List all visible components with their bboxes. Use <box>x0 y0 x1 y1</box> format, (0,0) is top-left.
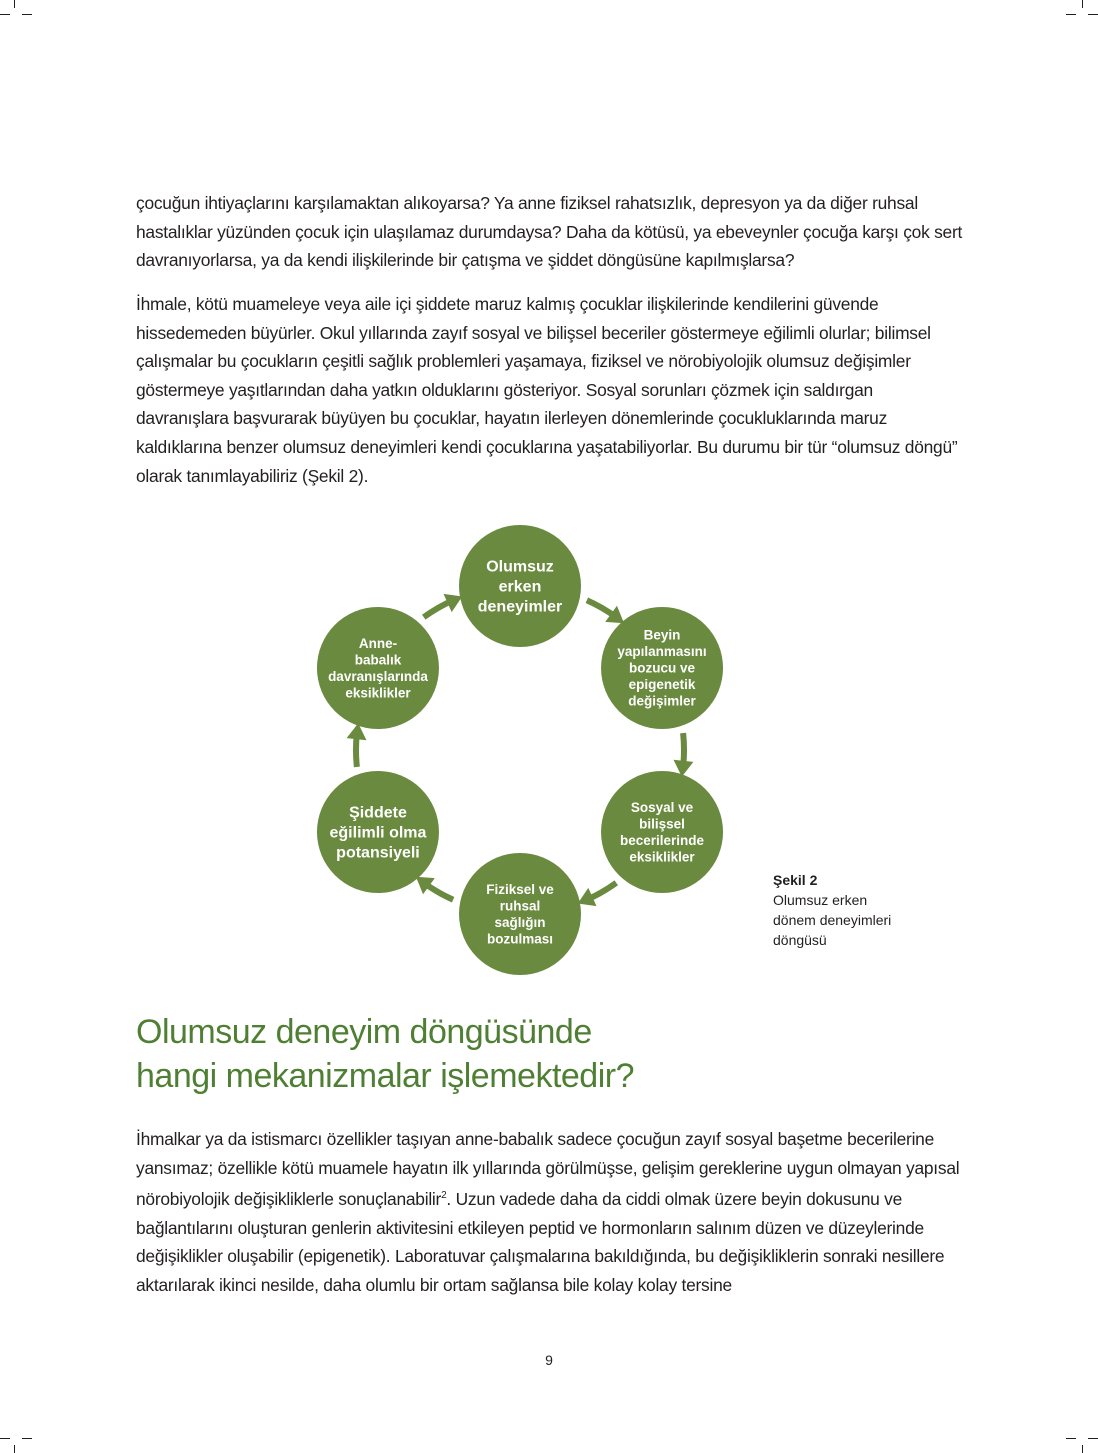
cycle-node-label-line: bilişsel <box>639 816 685 832</box>
cycle-node-label <box>486 882 554 947</box>
cycle-node-label-line: erken <box>498 578 542 596</box>
crop-mark <box>0 14 10 15</box>
crop-mark <box>1082 1445 1083 1453</box>
cycle-node-label-line: Beyin <box>643 627 681 643</box>
body-paragraph: İhmale, kötü muameleye veya aile içi şiddete maruz kalmış çocuklar ilişkilerinde kendilerini güvende hissedemeden büyürler. Okul yıllarında zayıf sosyal ve bilişsel beceriler göstermeye eğilimli olurlar; bilimsel çalışmalar bu çocukların çeşitli sağlık problemleri yaşamaya, fiziksel ve nörobiyolojik olumsuz değişimler göstermeye yaşıtlarından daha yatkın olduklarını gösteriyor. Sosyal sorunları çözmek için saldırgan davranışlara başvurarak büyüyen bu çocuklar, hayatın ilerleyen dönemlerinde çocukluklarında maruz kaldıklarına benzer olumsuz deneyimleri kendi çocuklarına yaşatabiliyorlar. Bu durumu bir tür “olumsuz döngü” olarak tanımlayabiliriz (Şekil 2). <box>136 294 958 486</box>
crop-mark <box>22 14 32 15</box>
page-number: 9 <box>545 1352 553 1368</box>
cycle-node-label-line: eğilimli olma <box>329 824 427 842</box>
crop-mark <box>0 1438 10 1439</box>
cycle-node-label-line: Sosyal ve <box>630 799 694 815</box>
cycle-node-label-line: bozulması <box>486 931 554 947</box>
section-heading <box>136 1010 634 1098</box>
crop-mark <box>14 0 15 8</box>
cycle-node-label-line: deneyimler <box>477 598 563 616</box>
cycle-node-label-line: babalık <box>354 652 402 668</box>
cycle-node-label-line: eksiklikler <box>345 685 411 701</box>
cycle-node-label-line: epigenetik <box>628 677 696 693</box>
figure-caption-line: Olumsuz erken <box>773 892 868 908</box>
cycle-node-label-line: ruhsal <box>499 898 541 914</box>
cycle-node-label-line: değişimler <box>628 693 696 709</box>
body-text: . Uzun vadede daha da ciddi olmak üzere beyin dokusunu ve bağlantılarını oluşturan genlerin aktivitesini etkileyen peptid ve hormonların salınım düzen ve düzeylerinde değişiklikler oluşabilir (epigenetik). Laboratuvar çalışmalarına bakıldığında, bu değişikliklerin sonraki nesillere aktarılarak ikinci nesilde, daha olumlu bir ortam sağlansa bile kolay kolay tersine <box>136 1188 945 1295</box>
section-heading-line: Olumsuz deneyim döngüsünde <box>136 1013 592 1051</box>
cycle-node-label-line: Anne- <box>358 635 398 651</box>
cycle-node-label-line: Şiddete <box>349 804 407 822</box>
crop-mark <box>14 1445 15 1453</box>
body-paragraph: çocuğun ihtiyaçlarını karşılamaktan alıkoyarsa? Ya anne fiziksel rahatsızlık, depresyon ya da diğer ruhsal hastalıklar yüzünden çocuk için ulaşılamaz durumdaysa? Daha da kötüsü, ya ebeveynler çocuğa karşı çok sert davranıyorlarsa, ya da kendi ilişkilerinde bir çatışma ve şiddet döngüsüne kapılmışlarsa? <box>136 193 963 271</box>
cycle-node-label-line: Olumsuz <box>486 558 554 576</box>
figure-caption <box>773 870 923 950</box>
crop-mark <box>1082 0 1083 8</box>
figure-caption-line: dönem deneyimleri <box>773 912 892 928</box>
crop-mark <box>1088 1438 1098 1439</box>
cycle-node-label-line: yapılanmasını <box>617 644 707 660</box>
crop-mark <box>1088 14 1098 15</box>
cycle-node-label-line: davranışlarında <box>328 668 428 684</box>
figure-caption-line: döngüsü <box>773 932 827 948</box>
cycle-node-label-line: eksiklikler <box>629 849 695 865</box>
crop-mark <box>1066 1438 1076 1439</box>
cycle-node-label-line: sağlığın <box>494 914 546 930</box>
section-heading-line: hangi mekanizmalar işlemektedir? <box>136 1057 635 1095</box>
crop-mark <box>22 1438 32 1439</box>
figure-caption-title: Şekil 2 <box>773 872 818 888</box>
crop-mark <box>1066 14 1076 15</box>
body-text: İhmalkar ya da istismarcı özellikler taşıyan anne-babalık sadece çocuğun zayıf sosyal başetme becerilerine yansımaz; özellikle kötü muamele hayatın ilk yıllarında görülmüşse, gelişim gereklerine uygun olmayan yapısal nörobiyolojik değişikliklerle sonuçlanabilir <box>136 1129 960 1209</box>
footnote-reference: 2 <box>441 1190 447 1202</box>
cycle-node-label-line: becerilerinde <box>620 832 705 848</box>
cycle-diagram <box>300 520 760 980</box>
body-paragraph <box>136 1125 966 1299</box>
cycle-node-label <box>620 800 705 865</box>
cycle-node-label-line: bozucu ve <box>629 660 696 676</box>
cycle-node-label-line: Fiziksel ve <box>486 881 554 897</box>
cycle-node-label-line: potansiyeli <box>336 844 420 862</box>
